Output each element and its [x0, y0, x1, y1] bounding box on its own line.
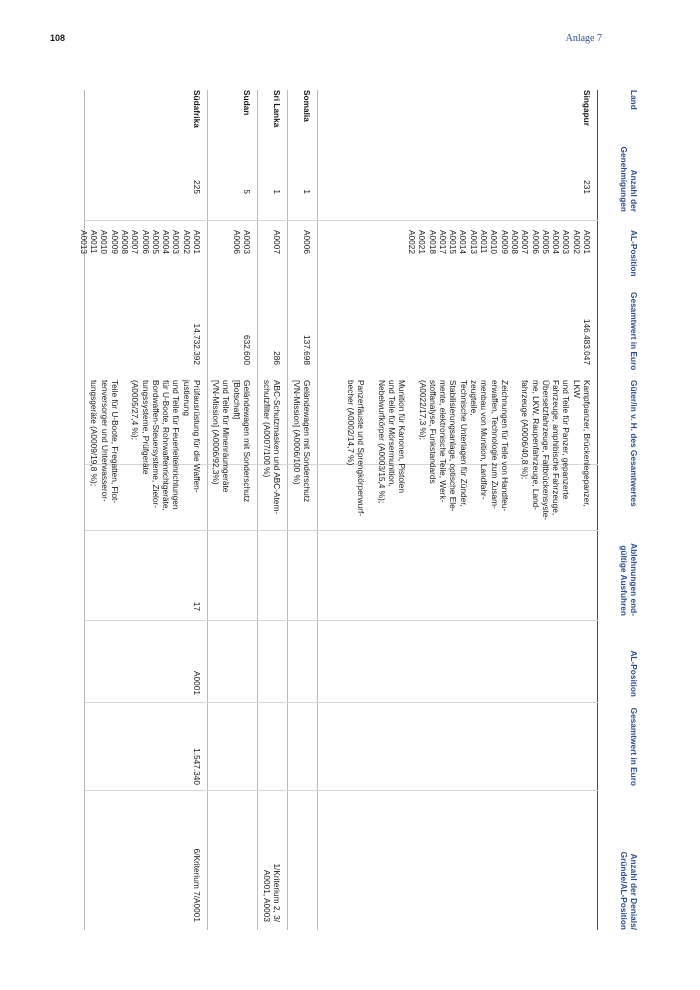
cell-ablehnungen: 17	[192, 601, 202, 611]
cell-gueter: Geländewagen mit Sonderschutz [VN-Mission] (A0006/100 %)	[291, 380, 312, 503]
table-row	[317, 90, 598, 930]
cell-gesamtwert-2: 1.547.340	[192, 748, 202, 785]
cell-anzahl: 1	[272, 189, 282, 194]
cell-al-position: A0001 A0002 A0003 A0004 A0005 A0006 A0007 A0008 A0009 A0010 A0011 A0013 A0014 A0015 A0017 A0018 A0021 A0022	[406, 230, 592, 254]
header-land: Land	[629, 90, 639, 110]
cell-al-position: A0007	[272, 230, 282, 254]
table-header	[597, 90, 645, 930]
cell-gueter: Prüfausrüstung für die Waffen- justierung und Teile für Feuerleiteinrichtungen für U-Boote, Rohrwaffenrichtgeräte, Bordwaffen-Steuersysteme, Zielor- tungssysteme, Prüfgeräte (A0005/27,4 %); Teile für U-Boote, Fregatten, Flot- tenversorger und Unterwasseror- tungsgeräte (A0009/19,8 %);	[89, 380, 202, 511]
header-gueter: Güter/in v. H. des Gesamtwertes	[629, 380, 639, 507]
cell-al-position-2: A0001	[192, 671, 202, 695]
header-ablehnungen: Ablehnungen end- gültige Ausfuhren	[619, 543, 639, 616]
cell-land: Singapur	[582, 90, 592, 126]
cell-denials: 6/Kriterium 7/A0001	[192, 848, 202, 922]
cell-al-position: A0006	[302, 230, 312, 254]
page-title: Anlage 7	[565, 33, 602, 44]
cell-denials: 1/Kriterium 2, 3/ A0001, A0003	[261, 863, 282, 922]
header-al-position-2: AL-Position	[629, 650, 639, 697]
table-row	[257, 90, 288, 930]
cell-gesamtwert: 286	[272, 351, 282, 365]
header-denials: Anzahl der Denials/ Gründe/AL-Position	[619, 851, 639, 930]
table-row	[207, 90, 258, 930]
cell-gueter: Kampfpanzer, Brückenlegepanzer, LKW und Teile für Panzer, gepanzerte Fahrzeuge, amphibische Fahrzeuge, Übersetzfahrzeuge, Faltbrückensyste- me, LKW, Raupenfahrzeuge, Land- fahrzeuge (A0006/40,8 %); Zeichnungen für Teile von Handfeu- erwaffen, Technologie zum Zusam- menbau von Munition, Landfahr- zeugteile, Technische Unterlagen für Zünder, Stabilisierungsanlage, optische Ele- mente, elektronische Teile, Werk- stoffanalyse, Funkstandards (A0022/17,3 %); Munition für Kanonen, Pistolen und Teile für Mörsermunition, Nebelwurfkörper (A0003/15,4 %); Panzerfäuste und Sprengkörperwurf- becher (A0002/14,7 %)	[346, 380, 592, 521]
cell-anzahl: 225	[192, 180, 202, 194]
cell-al-position: A0001 A0002 A0003 A0004 A0005 A0006 A0007 A0008 A0009 A0010 A0011 A0013	[78, 230, 202, 254]
cell-land: Sri Lanka	[272, 90, 282, 128]
cell-gesamtwert: 14.732.392	[192, 323, 202, 365]
cell-land: Sudan	[242, 90, 252, 116]
table-row	[78, 90, 208, 930]
cell-gesamtwert: 632.600	[242, 335, 252, 365]
cell-land: Südafrika	[192, 90, 202, 128]
cell-gesamtwert: 137.698	[302, 335, 312, 365]
table-row	[287, 90, 318, 930]
cell-land: Somalia	[302, 90, 312, 122]
header-gesamtwert: Gesamtwert in Euro	[629, 292, 639, 371]
cell-anzahl: 5	[242, 189, 252, 194]
cell-gesamtwert: 146.483.047	[582, 318, 592, 365]
cell-al-position: A0003 A0006	[231, 230, 252, 254]
header-gesamtwert-2: Gesamtwert in Euro	[629, 707, 639, 786]
header-anzahl: Anzahl der Genehmigungen	[619, 146, 639, 212]
page-number: 108	[50, 33, 66, 43]
table-body	[78, 90, 598, 930]
cell-anzahl: 1	[302, 189, 312, 194]
export-table	[78, 90, 645, 930]
cell-gueter: ABC-Schutzmasken und ABC-Atem- schutzfilter (A0007/100 %)	[261, 380, 282, 515]
cell-anzahl: 231	[582, 180, 592, 194]
cell-gueter: Geländewagen mit Sonderschutz [Botschaft] und Teile für Minenräumgeräte [VN-Mission] (A0006/92,3%)	[211, 380, 252, 503]
header-al-position: AL-Position	[629, 230, 639, 277]
